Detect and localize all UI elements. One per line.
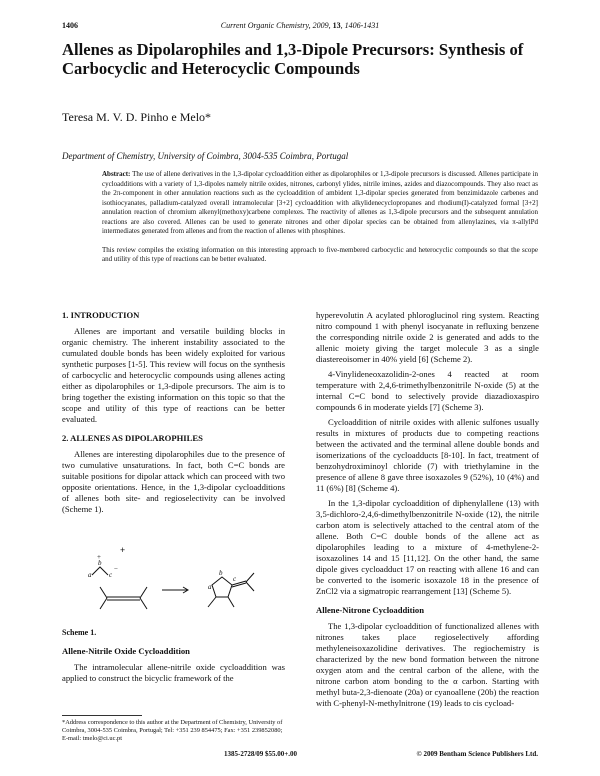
paragraph-right-3: Cycloaddition of nitrile oxides with allenic sulfones usually results in mixtures of products due to competing reactions between the activated and the terminal allene double bonds and isomerizations of the cycloadducts [8-10]. In fact, treatment of benzohydroximinoyl chloride (7) with triethylamine in the presence of allene 8 gave three isoxazoles 9 (52%), 10 (4%) and 11 (6%) [8] (Scheme 4). xyxy=(316,417,539,493)
section-heading-allenes-dipolarophiles: 2. ALLENES AS DIPOLAROPHILES xyxy=(62,433,203,443)
section-heading-nitrone: Allene-Nitrone Cycloaddition xyxy=(316,605,424,615)
journal-name: Current Organic Chemistry xyxy=(220,21,309,30)
exocyclic-bond-b xyxy=(232,583,246,587)
article-author: Teresa M. V. D. Pinho e Melo* xyxy=(62,110,212,124)
right-column xyxy=(316,310,539,709)
abstract xyxy=(102,170,538,265)
section-heading-nitrile-oxide: Allene-Nitrile Oxide Cycloaddition xyxy=(62,646,190,656)
copyright-notice: © 2009 Bentham Science Publishers Ltd. xyxy=(416,750,538,758)
article-title: Allenes as Dipolarophiles and 1,3-Dipole Precursors: Synthesis of Carbocyclic and Heterocyclic Compounds xyxy=(62,40,524,78)
paragraph-right-1: hyperevolutin A acylated phloroglucinol ring system. Reacting nitro compound 1 with phenyl isocyanate in refluxing benzene the corresponding nitrile oxide 2 is generated and adds to the allenic moiety giving the target molecule 3 as a single diastereoisomer in 40% yield [6] (Scheme 2). xyxy=(316,310,539,364)
journal-volume: 13 xyxy=(332,21,341,30)
substituent-2 xyxy=(100,598,107,609)
paragraph-nitrile-oxide: The intramolecular allene-nitrile oxide cycloaddition was applied to construct the bicyclic framework of the xyxy=(62,662,285,683)
paragraph-introduction: Allenes are important and versatile building blocks in organic chemistry. The inherent instability associated to the cumulated double bonds has been widely exploited for various synthetic purposes [1-5]. This review will focus on the synthesis of carbocyclic and heterocyclic compounds using allenes acting either as dipolarophiles or 1,3-dipole precursors. The aim is to bring together the existing information on this topic so that the scope and utility of this type of reactions can be better evaluated. xyxy=(62,326,285,424)
section-heading-introduction: 1. INTRODUCTION xyxy=(62,310,140,320)
atom-label-a: a xyxy=(88,571,92,579)
running-header xyxy=(62,21,538,33)
product-atom-c: c xyxy=(233,575,237,583)
paragraph-allenes-dipolarophiles: Allenes are interesting dipolarophiles due to the presence of two cumulative unsaturations. In fact, both C=C bonds are suitable positions for dipolar attack which can proceed with two opposite orientations. Hence, in the 1,3-dipolar cycloadditions of allenes both site- and regioselectivity can be involved (Scheme 1). xyxy=(62,449,285,514)
paragraph-right-4: In the 1,3-dipolar cycloaddition of diphenylallene (13) with 3,5-dichloro-2,4,6-dimethylbenzonitrile N-oxide (12), the nitrile carbon atom is selectively attached to the central atom of the allene. Both C=C double bonds of the allene act as dipolarophiles leading to a mixture of 4-methylene-2-isoxazolines 14 and 15 [11,12]. On the other hand, the same dipole gives cycloadduct 17 on reacting with allene 16 and can be converted to the isomeric isoxazole 18 in the presence of ZnCl2 via a sigmatropic rearrangement [13] (Scheme 5). xyxy=(316,498,539,596)
issn-price: 1385-2728/09 $55.00+.00 xyxy=(224,750,298,758)
footnote-divider xyxy=(62,715,142,716)
abstract-text-1: The use of allene derivatives in the 1,3-dipolar cycloaddition either as dipolarophiles or 1,3-dipole precursors is discussed. Allenes participate in cycloadditions with a variety of 1,3-dipoles namely nitrile oxides, nitrones, carbonyl ylides, nitrile imines, azides and diazocompounds. They also react as the 2π-component in other annulation reactions such as the cycloaddition of ambident 1,3-dipolar species generated from benzimidazole carbenes and isothiocyanates, palladium-catalyzed overall intramolecular [3+2] cycloaddition with alkylidenecyclopropanes and rhodium(I)-catalyzed formal [3+2] annulation reaction of chromium alkenyl(methoxy)carbene complexes. The reactivity of allenes as 1,3-dipole precursors and the subsequent annulation reactions are also covered. Allenes can be used to generate nitrones and other dipolar species can be obtained from allenylazines, via π-allylPd intermediates generated from allenes and from the reaction of allenes with phosphines. xyxy=(102,170,538,235)
scheme-1-figure xyxy=(62,545,285,625)
author-affiliation: Department of Chemistry, University of Coimbra, 3004-535 Coimbra, Portugal xyxy=(62,151,349,161)
journal-pages: 1406-1431 xyxy=(344,21,380,30)
scheme-plus-sign: + xyxy=(120,545,126,555)
left-column xyxy=(62,310,285,515)
scheme-1-caption: Scheme 1. xyxy=(62,628,97,637)
substituent-1 xyxy=(100,587,107,598)
correspondence-footnote xyxy=(62,719,285,743)
product-subst-1 xyxy=(246,573,254,582)
substituent-4 xyxy=(140,598,147,609)
abstract-paragraph-2: This review compiles the existing information on this interesting approach to five-membered carbocyclic and heterocyclic compounds so that the scope and utility of this type of reactions can be better evaluated. xyxy=(102,245,538,263)
paragraph-right-5: The 1,3-dipolar cycloaddition of functionalized allenes with nitrones takes place regioselectively affording methyleneisoxazolidine derivatives. The regiochemistry is characterized by the new bond formation between the nitrone oxygen atom and the central carbon of the allene, with the nitrone carbon atom bonding to the α carbon. Starting with methyl buta-2,3-dienoate (20a) or cyanoallene (20b) the reaction with C-phenyl-N-methylnitrone (19) leads to cis cycload- xyxy=(316,621,539,708)
abstract-paragraph-1 xyxy=(102,170,538,237)
substituent-3 xyxy=(140,587,147,598)
left-column-bottom xyxy=(62,662,285,684)
footnote-text: *Address correspondence to this author at the Department of Chemistry, University of Coimbra, 3004-535 Coimbra, Portugal; Tel: +351 239 854475; Fax: +351 239852080; E-mail: tmelo@ci.uc.pt xyxy=(62,719,283,742)
product-atom-a: a xyxy=(208,583,212,591)
journal-citation: Current Organic Chemistry, 2009, 13, 1406-1431 xyxy=(220,21,380,30)
product-atom-b: b xyxy=(219,569,223,577)
journal-year: 2009 xyxy=(312,21,329,30)
dipole-minus-charge: − xyxy=(114,565,118,573)
atom-label-c: c xyxy=(109,571,113,579)
product-ring xyxy=(212,577,232,597)
product-subst-2 xyxy=(246,582,254,591)
abstract-label: Abstract: xyxy=(102,170,131,178)
paragraph-right-2: 4-Vinylideneoxazolidin-2-ones 4 reacted at room temperature with 2,4,6-trimethylbenzonitrile N-oxide (5) at the internal C=C bond to selectively provide diazadioxaspiro compounds 6 in moderate yields [7] (Scheme 3). xyxy=(316,369,539,412)
dipole-plus-charge: + xyxy=(97,553,101,561)
product-subst-3 xyxy=(208,597,216,607)
product-subst-4 xyxy=(228,597,234,607)
page-footer xyxy=(62,750,538,762)
page-number: 1406 xyxy=(62,21,78,30)
atom-label-b: b xyxy=(98,559,102,567)
dipole-arc xyxy=(92,567,108,575)
